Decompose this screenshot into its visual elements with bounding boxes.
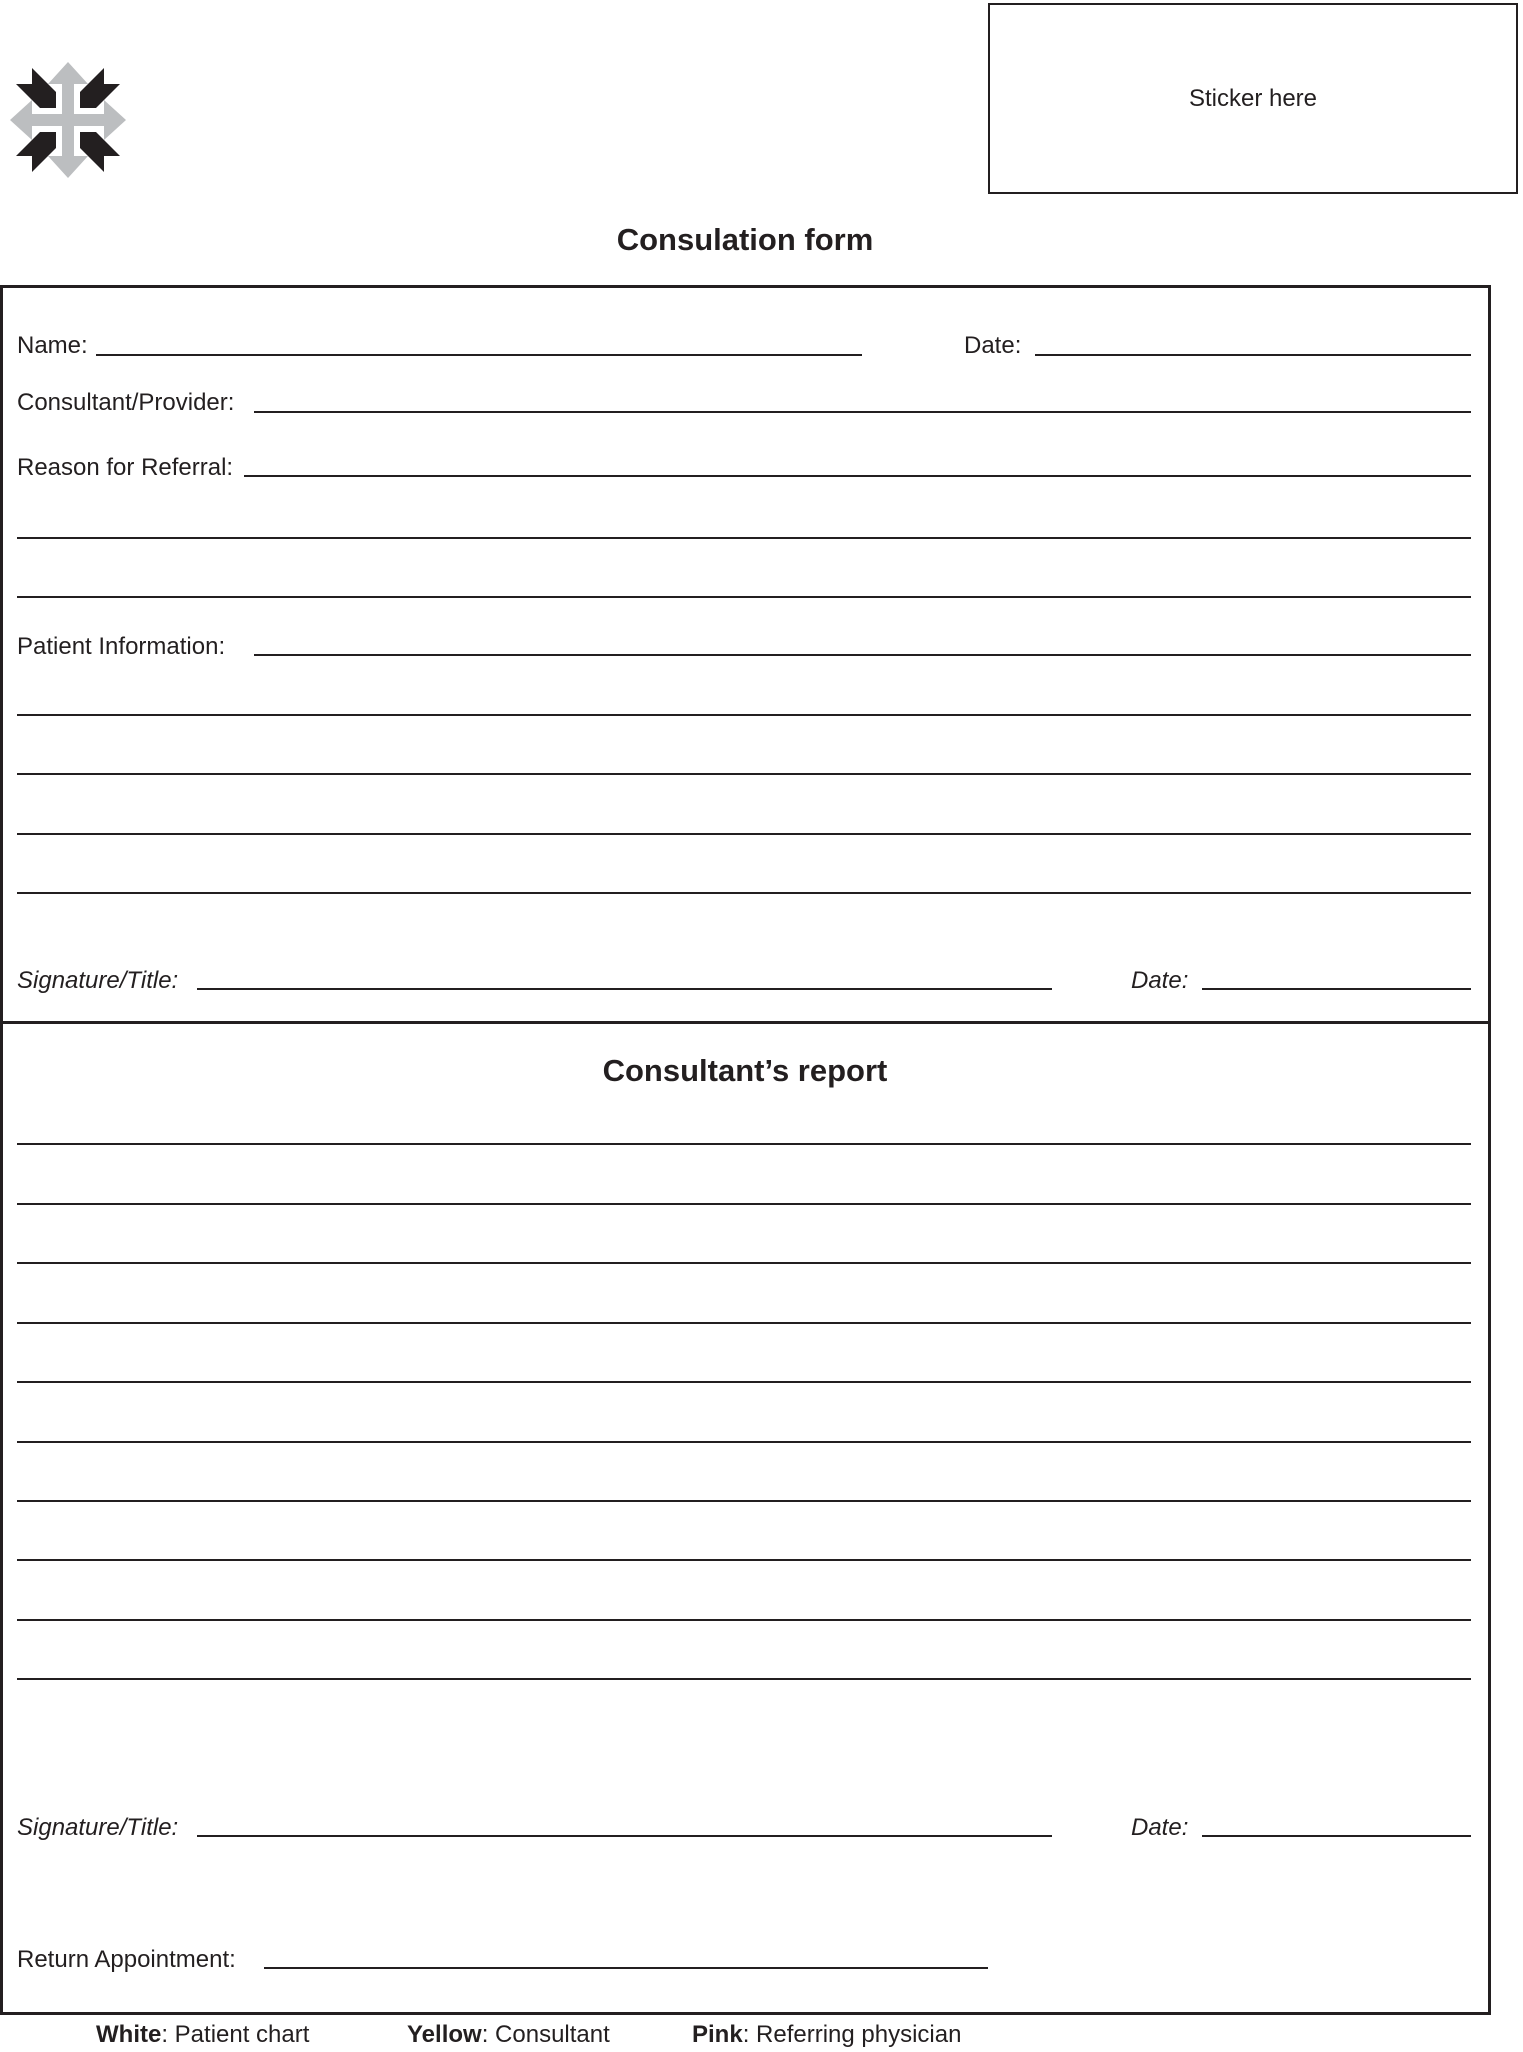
date-field[interactable] [1035,354,1471,356]
distribution-white: White: Patient chart [96,2021,310,2048]
report-title: Consultant’s report [602,1053,888,1088]
report-line[interactable] [17,1441,1471,1443]
report-signature-field[interactable] [197,1835,1052,1837]
patient-information-line[interactable] [17,833,1471,835]
reason-for-referral-field[interactable] [244,475,1471,477]
report-line[interactable] [17,1678,1471,1680]
reason-for-referral-label: Reason for Referral: [17,454,234,481]
return-appointment-label: Return Appointment: [17,1946,236,1973]
date-label: Date: [964,332,1022,359]
reason-for-referral-line[interactable] [17,596,1471,598]
patient-information-label: Patient Information: [17,633,226,660]
consultant-provider-label: Consultant/Provider: [17,389,235,416]
report-line[interactable] [17,1262,1471,1264]
patient-information-line[interactable] [17,714,1471,716]
consultant-provider-field[interactable] [254,411,1471,413]
report-line[interactable] [17,1559,1471,1561]
referral-signature-field[interactable] [197,988,1052,990]
name-field[interactable] [96,354,862,356]
distribution-pink: Pink: Referring physician [692,2021,962,2048]
referral-signature-date-field[interactable] [1202,988,1471,990]
report-line[interactable] [17,1203,1471,1205]
report-signature-label: Signature/Title: [17,1814,179,1841]
patient-information-line[interactable] [17,773,1471,775]
report-signature-date-label: Date: [1131,1814,1189,1841]
report-line[interactable] [17,1500,1471,1502]
report-line[interactable] [17,1381,1471,1383]
name-label: Name: [17,332,88,359]
report-section [0,1021,1491,2015]
report-line[interactable] [17,1143,1471,1145]
report-line[interactable] [17,1619,1471,1621]
patient-information-field[interactable] [254,654,1471,656]
referral-signature-label: Signature/Title: [17,967,179,994]
sticker-box [988,3,1518,194]
form-title: Consulation form [616,222,874,257]
patient-information-line[interactable] [17,892,1471,894]
distribution-yellow: Yellow: Consultant [407,2021,610,2048]
return-appointment-field[interactable] [264,1967,988,1969]
sticker-label: Sticker here [1188,85,1318,112]
logo [8,60,128,180]
report-line[interactable] [17,1322,1471,1324]
reason-for-referral-line[interactable] [17,537,1471,539]
report-signature-date-field[interactable] [1202,1835,1471,1837]
referral-signature-date-label: Date: [1131,967,1189,994]
